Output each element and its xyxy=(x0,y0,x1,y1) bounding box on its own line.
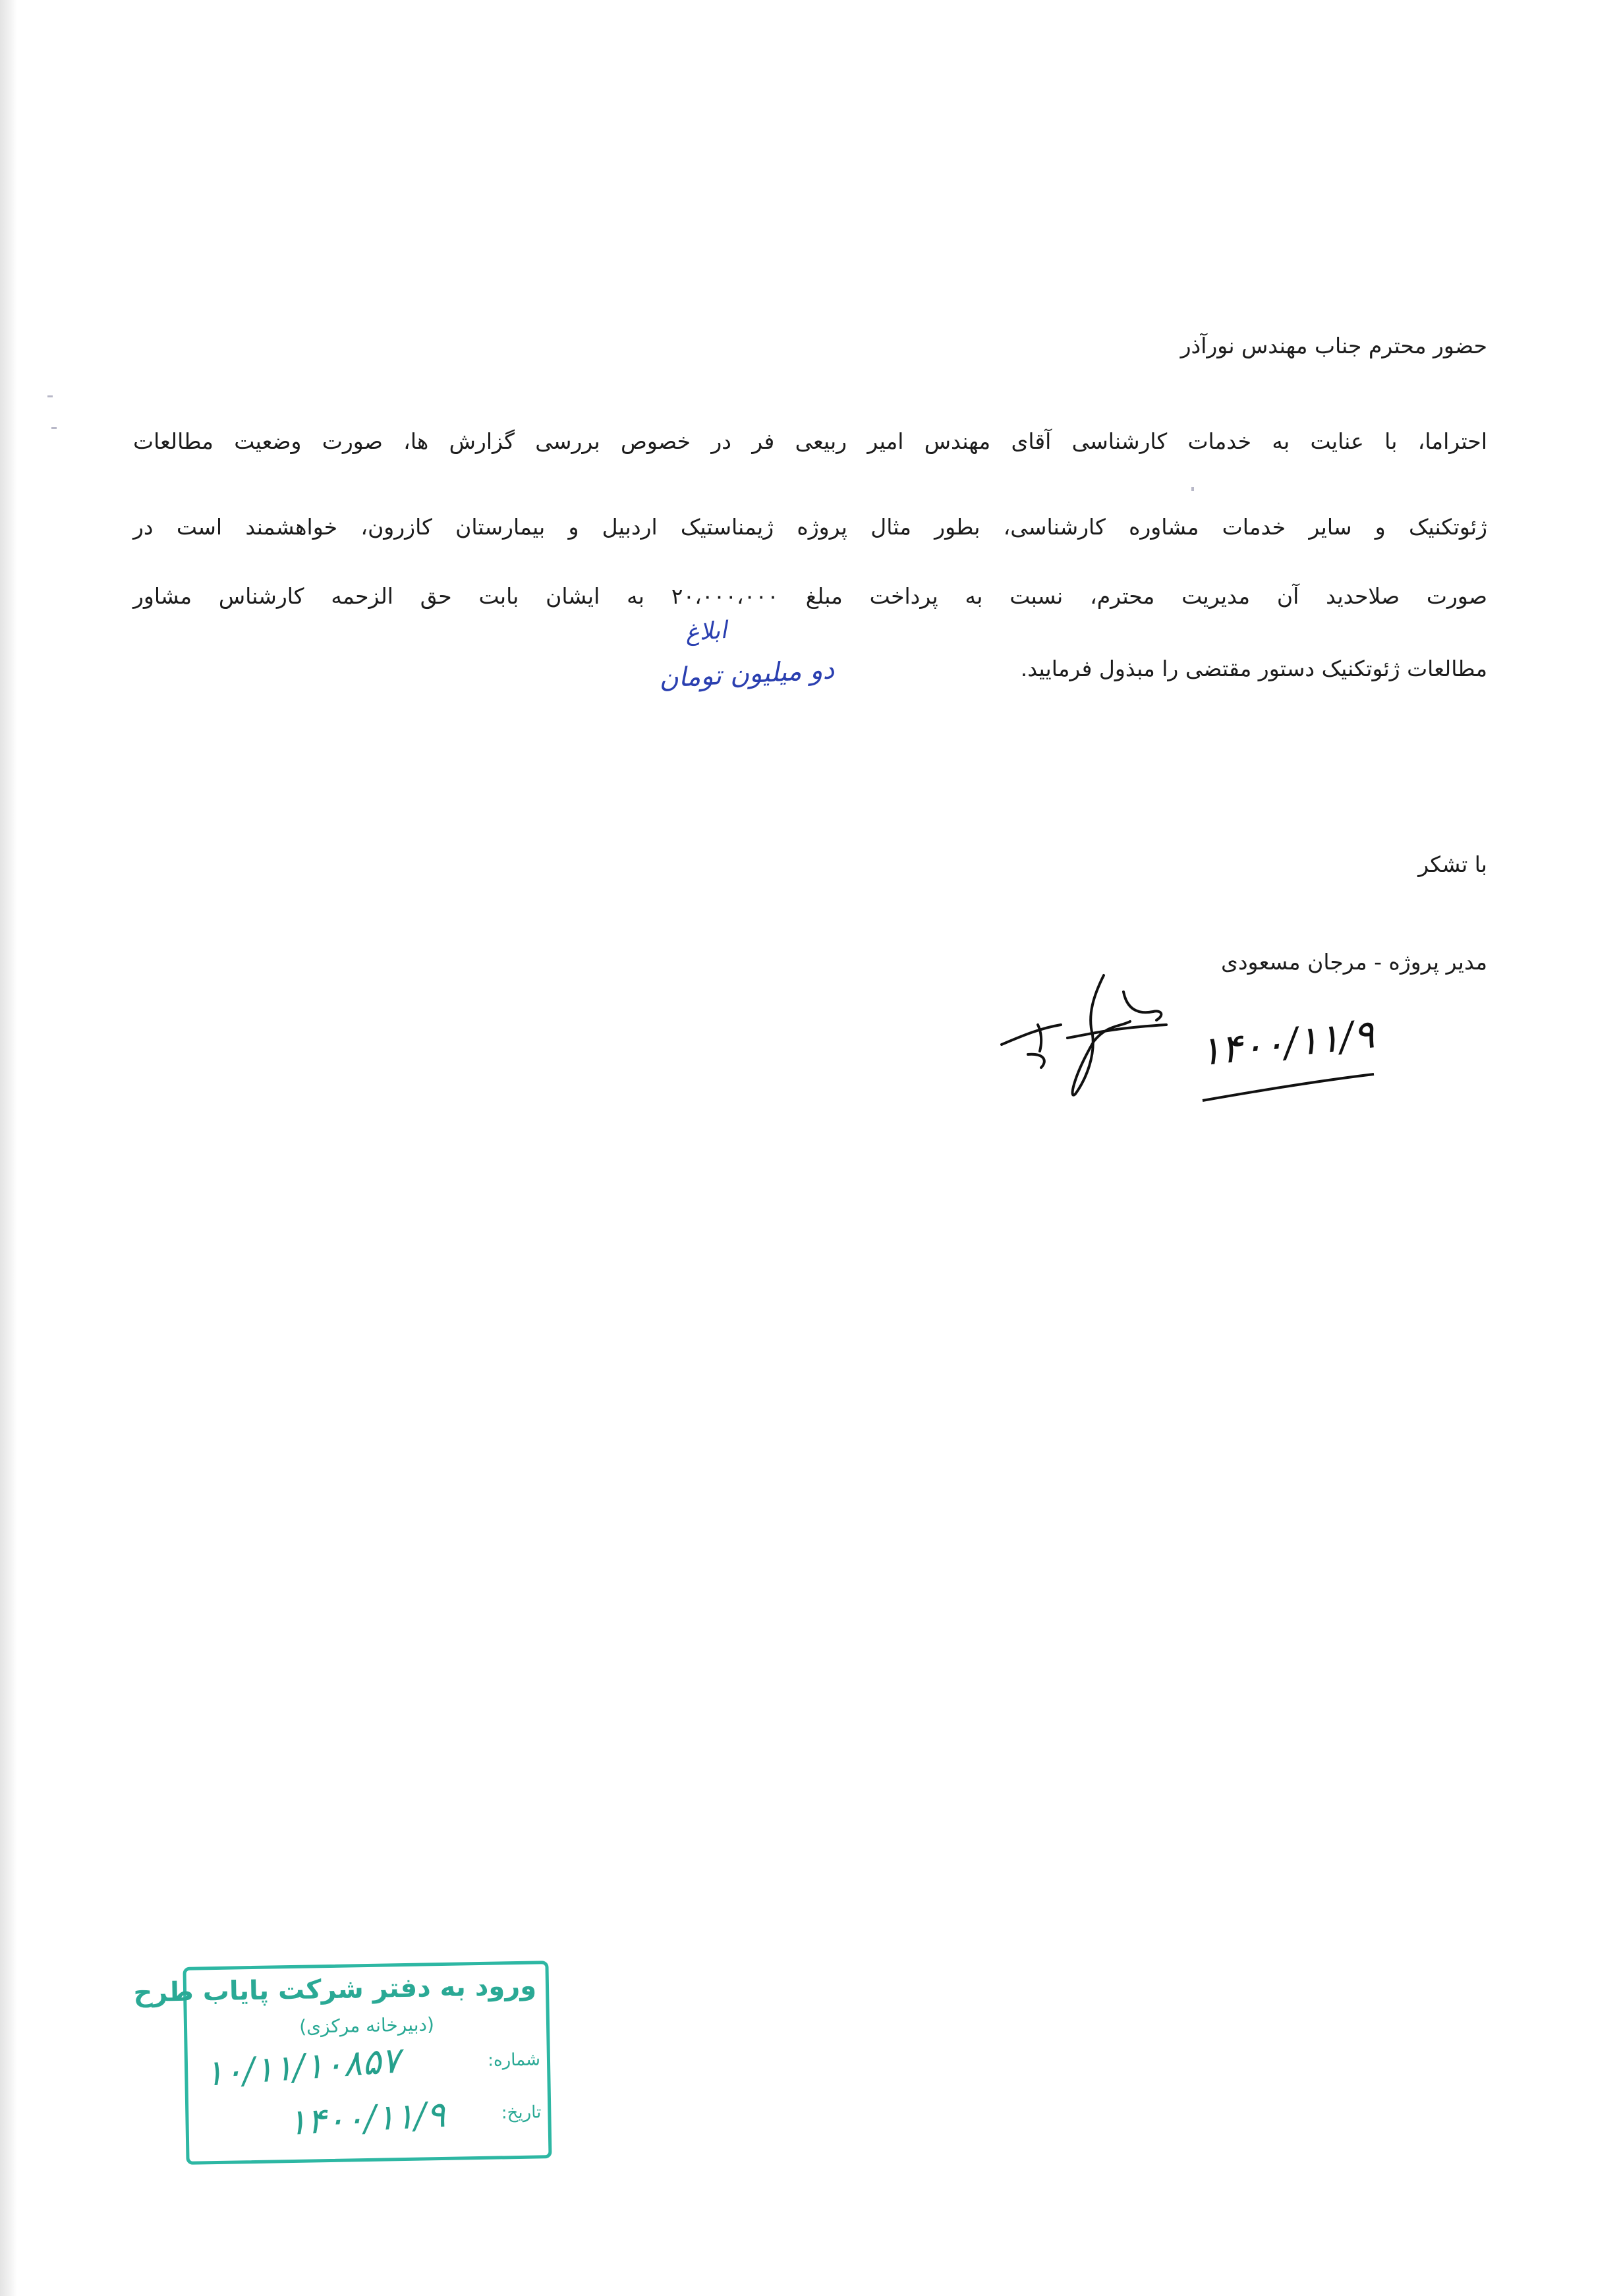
closing-line: با تشکر xyxy=(1418,851,1487,877)
receipt-stamp xyxy=(133,1961,552,2165)
stamp-number-value: ۱۰/۱۱/۱۰۸۵۷ xyxy=(203,2039,402,2095)
body-line-2: ژئوتکنیک و سایر خدمات مشاوره کارشناسی، بطور مثال پروژه ژیمناستیک اردبیل و بیمارستان کازرون، خواهشمند است در xyxy=(133,514,1487,540)
scan-speck xyxy=(47,395,53,397)
scan-speck xyxy=(51,427,57,429)
handwritten-note-line1: ابلاغ xyxy=(684,616,728,647)
body-line-4: مطالعات ژئوتکنیک دستور مقتضی را مبذول فرمایید. xyxy=(1020,656,1487,681)
body-line-3: صورت صلاحدید آن مدیریت محترم، نسبت به پرداخت مبلغ ۲۰،۰۰۰،۰۰۰ به ایشان بابت حق الزحمه کارشناس مشاور xyxy=(133,583,1487,609)
scan-speck xyxy=(1191,487,1194,491)
body-line-1: احتراما، با عنایت به خدمات کارشناسی آقای مهندس امیر ربیعی فر در خصوص بررسی گزارش ها، صورت وضعیت مطالعات xyxy=(133,428,1487,454)
signer-line: مدیر پروژه - مرجان مسعودی xyxy=(1221,949,1487,975)
signature-date: ۱۴۰۰/۱۱/۹ xyxy=(1197,1011,1377,1076)
stamp-number-label: شماره: xyxy=(488,2050,541,2071)
stamp-subtitle: (دبیرخانه مرکزی) xyxy=(298,2013,435,2038)
stamp-title: ورود به دفتر شرکت پایاب طرح xyxy=(133,1970,537,2009)
handwritten-note-line2: دو میلیون تومان xyxy=(658,654,836,694)
stamp-date-label: تاریخ: xyxy=(501,2102,542,2123)
stamp-date-value: ۱۴۰۰/۱۱/۹ xyxy=(286,2093,447,2144)
signature-icon xyxy=(988,962,1173,1107)
addressee-line: حضور محترم جناب مهندس نورآذر xyxy=(1180,333,1487,359)
signature-underline xyxy=(1199,1071,1377,1104)
